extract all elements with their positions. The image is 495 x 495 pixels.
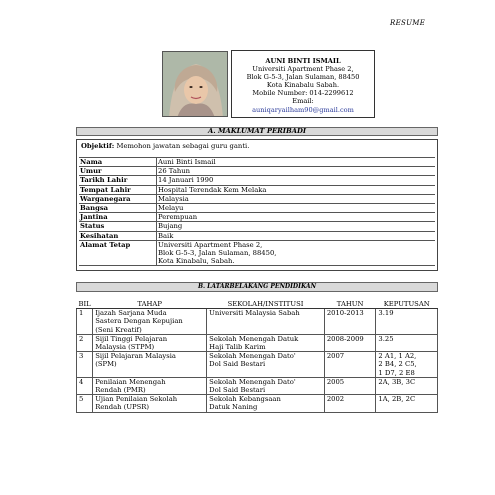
address-line: Universiti Apartment Phase 2, [158, 240, 263, 249]
info-row-jantina [79, 212, 435, 221]
cell-bil: 3 [77, 352, 93, 378]
header-bil: BIL [78, 300, 91, 308]
mobile-number: Mobile Number: 014-2299612 [252, 89, 354, 98]
cell-sekolah [207, 334, 325, 351]
info-row-nama [79, 157, 435, 166]
cell-keputusan [376, 334, 438, 351]
education-header-row [77, 300, 438, 309]
info-value: Auni Binti Ismail [158, 158, 216, 166]
section-b-title: B. LATARBELAKANG PENDIDIKAN [76, 282, 438, 292]
info-value: Perempuan [158, 213, 198, 222]
personal-info-box [76, 139, 438, 271]
cell-line: Datuk Naning [209, 403, 258, 412]
cell-line: Sekolah Kebangsaan [209, 395, 281, 404]
header-keputusan: KEPUTUSAN [376, 300, 438, 309]
personal-info-table [79, 157, 435, 266]
objective-text: Memohon jawatan sebagai guru ganti. [114, 142, 250, 150]
info-row-tarikh-lahir [79, 175, 435, 184]
email-address[interactable]: auniqaryailham90@gmail.com [252, 105, 354, 114]
cell-line: 2A, 3B, 3C [378, 377, 416, 386]
cell-bil: 2 [77, 334, 93, 351]
cell-tahap [93, 352, 207, 378]
cell-line: 3.25 [378, 334, 394, 343]
cell-bil: 5 [77, 395, 93, 412]
address-line: Universiti Apartment Phase 2, [252, 65, 354, 74]
cell-line: Dol Said Bestari [209, 360, 266, 369]
address-line: Blok G-5-3, Jalan Sulaman, 88450 [246, 73, 360, 82]
cell-line: 2 A1, 1 A2, [378, 352, 417, 361]
cell-line: Sekolah Menengah Dato' [209, 352, 296, 361]
cell-line: Ujian Penilaian Sekolah [95, 395, 178, 404]
cell-line: (Seni Kreatif) [95, 325, 142, 334]
info-value: Melayu [158, 204, 184, 213]
info-row-warganegara [79, 194, 435, 203]
objective-label: Objektif: [81, 142, 115, 150]
cell-tahap [93, 395, 207, 412]
cell-sekolah [207, 352, 325, 378]
education-table [76, 300, 438, 413]
info-label: Umur [79, 167, 157, 175]
cell-sekolah [207, 377, 325, 394]
info-row-tempat-lahir [79, 185, 435, 194]
table-row [77, 352, 438, 378]
cell-line: Sijil Tinggi Pelajaran [95, 334, 168, 343]
info-label: Bangsa [79, 204, 157, 212]
info-value: Bujang [158, 222, 183, 231]
header-sekolah: SEKOLAH/INSTITUSI [207, 300, 325, 309]
header-tahap: TAHAP [93, 300, 207, 309]
resume-label: RESUME [390, 19, 426, 27]
profile-photo [162, 51, 228, 117]
info-value: Malaysia [158, 194, 189, 203]
cell-tahap [93, 334, 207, 351]
info-value: 26 Tahun [158, 167, 190, 176]
cell-line: Universiti Malaysia Sabah [209, 309, 300, 318]
address-line: Blok G-5-3, Jalan Sulaman, 88450, [158, 249, 277, 258]
cell-keputusan [376, 352, 438, 378]
info-value [157, 241, 435, 266]
cell-line: 1A, 2B, 2C [378, 395, 416, 404]
info-value: Hospital Terendak Kem Melaka [158, 185, 267, 194]
cell-line: Rendah (UPSR) [95, 403, 150, 412]
contact-info-box [231, 50, 375, 118]
info-label: Kesihatan [79, 232, 157, 240]
info-label: Nama [79, 158, 157, 166]
cell-tahun: 2005 [324, 377, 376, 394]
info-label: Tempat Lahir [79, 186, 157, 194]
address-line: Kota Kinabalu Sabah. [266, 81, 340, 90]
cell-line: 1 D7, 2 E8 [378, 368, 415, 377]
cell-line: Sekolah Menengah Datuk [209, 334, 299, 343]
cell-line: Sekolah Menengah Dato' [209, 377, 296, 386]
cell-sekolah [207, 395, 325, 412]
email-label: Email: [292, 97, 314, 106]
section-a-title: A. MAKLUMAT PERIBADI [76, 127, 438, 136]
cell-line: Haji Talib Karim [209, 343, 266, 352]
cell-tahun: 2008-2009 [324, 334, 376, 351]
applicant-name: AUNI BINTI ISMAIL [265, 57, 341, 65]
cell-line: Sijil Pelajaran Malaysia [95, 352, 176, 361]
cell-line: (SPM) [95, 360, 117, 369]
cell-bil: 4 [77, 377, 93, 394]
cell-line: Malaysia (STPM) [95, 343, 155, 352]
cell-line: Sastera Dengan Kepujian [95, 317, 183, 326]
cell-keputusan [376, 377, 438, 394]
cell-tahap [93, 309, 207, 335]
cell-tahun: 2002 [324, 395, 376, 412]
table-row [77, 395, 438, 412]
cell-keputusan [376, 395, 438, 412]
table-row [77, 309, 438, 335]
cell-tahap [93, 377, 207, 394]
info-row-kesihatan [79, 231, 435, 240]
objective [81, 142, 249, 150]
info-row-bangsa [79, 203, 435, 212]
info-label: Warganegara [79, 195, 157, 203]
cell-tahun: 2010-2013 [324, 309, 376, 335]
cell-line: Penilaian Menengah [95, 377, 166, 386]
cell-line: Dol Said Bestari [209, 386, 266, 395]
cell-line: 2 B4, 2 C5, [378, 360, 417, 369]
info-row-alamat-tetap [79, 240, 435, 267]
cell-sekolah [207, 309, 325, 335]
info-value: 14 Januari 1990 [158, 176, 214, 185]
address-line: Kota Kinabalu, Sabah. [158, 257, 235, 266]
cell-line: 3.19 [378, 309, 394, 318]
info-value: Baik [158, 231, 174, 240]
cell-line: Ijazah Sarjana Muda [95, 309, 167, 318]
info-row-umur [79, 166, 435, 175]
table-row [77, 334, 438, 351]
table-row [77, 377, 438, 394]
cell-bil: 1 [77, 309, 93, 335]
info-label: Status [79, 222, 157, 230]
info-label: Tarikh Lahir [79, 176, 157, 184]
cell-line: Rendah (PMR) [95, 386, 146, 395]
header-tahun: TAHUN [324, 300, 376, 309]
info-label: Jantina [79, 213, 157, 221]
cell-tahun: 2007 [324, 352, 376, 378]
info-label: Alamat Tetap [79, 241, 157, 266]
cell-keputusan [376, 309, 438, 335]
info-row-status [79, 221, 435, 230]
